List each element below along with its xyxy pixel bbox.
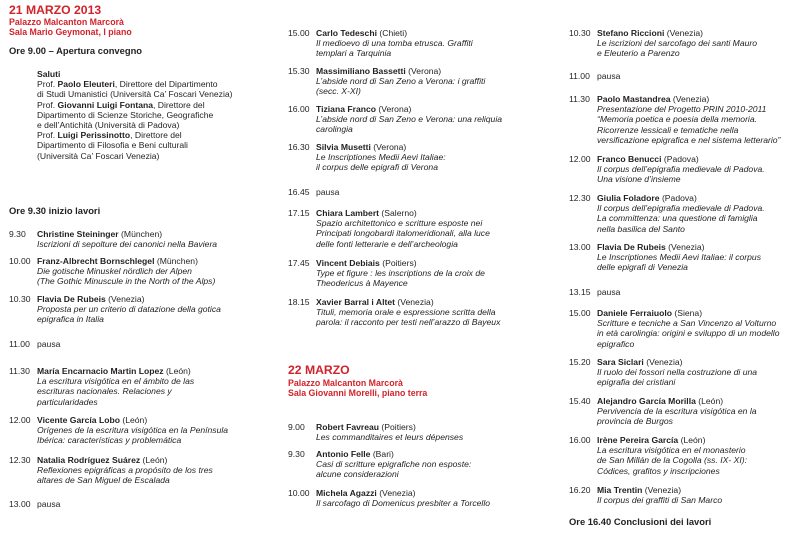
talk-title: Orígenes de la escritura visigótica en la Península xyxy=(37,425,229,436)
session-time: 13.00 xyxy=(569,242,591,252)
day-two-room: Sala Giovanni Morelli, piano terra xyxy=(288,388,428,398)
talk-title: altares de San Miguel de Escalada xyxy=(37,475,170,486)
person-role: Dipartimento di Scienze Storiche, Geografiche xyxy=(37,109,214,120)
talk-title: delle fonti letterarie e dell’archeologia xyxy=(316,238,458,249)
speaker-line xyxy=(597,28,797,38)
speaker-place: (Venezia) xyxy=(665,242,705,252)
talk-title: e Eleuterio a Parenzo xyxy=(597,48,680,59)
speaker-name: Giulia Foladore xyxy=(597,193,660,203)
day-one-venue: Palazzo Malcanton Marcorà xyxy=(9,17,124,27)
speaker-place: (Venezia) xyxy=(642,485,682,495)
talk-title: de San Millán de la Cogolla (ss. IX- XI): xyxy=(597,455,747,466)
speaker-name: Flavia De Rubeis xyxy=(597,242,666,252)
talk-title: Il corpus dell’epigrafia medievale di Padova. xyxy=(597,164,765,175)
session-time: 16.30 xyxy=(288,142,310,152)
speaker-place: (León) xyxy=(140,455,168,465)
talk-title: L’abside nord di San Zeno e Verona: una reliquia xyxy=(316,114,503,125)
talk-title: Le Inscriptiones Medii Aevi Italiae: il corpus xyxy=(597,252,761,263)
speaker-line xyxy=(597,485,797,495)
speaker-name: Stefano Riccioni xyxy=(597,28,665,38)
speaker-name: Carlo Tedeschi xyxy=(316,28,377,38)
talk-title: La escritura visigótica en el monasterio xyxy=(597,445,746,456)
talk-title: Ibérica: características y problemática xyxy=(37,435,182,446)
speaker-place: (León) xyxy=(678,435,706,445)
talk-title: Spazio architettonico e scritture esposte nei xyxy=(316,218,483,229)
session-entry xyxy=(569,357,797,388)
speaker-name: Xavier Barral i Altet xyxy=(316,297,395,307)
speaker-name: Silvia Musetti xyxy=(316,142,371,152)
session-entry xyxy=(288,422,550,442)
talk-title: Il corpus dell’epigrafia medievale di Padova. xyxy=(597,203,765,214)
person-role: , Direttore del xyxy=(153,99,205,110)
speaker-line xyxy=(316,297,550,307)
talk-title: La committenza: una questione di famiglia xyxy=(597,213,758,224)
speaker-name: Vincent Debiais xyxy=(316,258,380,268)
session-entry xyxy=(288,208,550,249)
pause-label: pausa xyxy=(316,187,340,197)
talk-title: nella basilica del Santo xyxy=(597,223,685,234)
speaker-name: Michela Agazzi xyxy=(316,488,377,498)
speaker-place: (Venezia) xyxy=(394,297,434,307)
speaker-line xyxy=(597,435,797,445)
pause-time: 16.45 xyxy=(288,187,310,197)
talk-title: Il ruolo dei fossori nella costruzione di una xyxy=(597,367,758,378)
speaker-line xyxy=(597,193,797,203)
session-time: 12.00 xyxy=(569,154,591,164)
speaker-line xyxy=(37,294,271,304)
speaker-line xyxy=(597,94,797,104)
session-entry xyxy=(288,104,550,135)
speaker-name: Massimiliano Bassetti xyxy=(316,66,406,76)
speaker-name: Sara Siclari xyxy=(597,357,644,367)
talk-title: Pervivencia de la escritura visigótica en la xyxy=(597,406,757,417)
session-time: 10.30 xyxy=(9,294,31,304)
talk-title: Tituli, memoria orale e espressione scritta della xyxy=(316,307,496,318)
speaker-place: (Verona) xyxy=(370,142,407,152)
session-time: 9.30 xyxy=(9,229,26,239)
speaker-name: Paolo Mastandrea xyxy=(597,94,671,104)
speaker-place: (München) xyxy=(154,256,198,266)
pause-label: pausa xyxy=(597,71,621,81)
start-heading: Ore 9.30 inizio lavori xyxy=(9,205,101,216)
person-role: , Direttore del xyxy=(130,130,182,141)
talk-title: “Memoria poetica e poesia della memoria. xyxy=(597,114,758,125)
talk-title: La escritura visigótica en el ámbito de las xyxy=(37,376,195,387)
talk-title: Type et figure : les inscriptions de la croix de xyxy=(316,268,485,279)
speaker-place: (Venezia) xyxy=(664,28,704,38)
session-entry xyxy=(9,366,271,407)
pause-entry xyxy=(288,187,550,197)
session-time: 10.00 xyxy=(288,488,310,498)
session-entry xyxy=(288,297,550,328)
talk-title: provincia de Burgos xyxy=(597,416,673,427)
session-time: 16.20 xyxy=(569,485,591,495)
person-prefix: Prof. xyxy=(37,79,58,90)
speaker-line xyxy=(316,449,550,459)
person-name: Luigi Perissinotto xyxy=(57,130,131,141)
talk-title: Proposta per un criterio di datazione della gotica xyxy=(37,304,221,315)
speaker-place: (León) xyxy=(119,415,148,425)
person-role: e dell’Antichità (Università di Padova) xyxy=(37,120,180,131)
pause-time: 13.15 xyxy=(569,287,591,297)
session-time: 9.30 xyxy=(288,449,305,459)
person-role: (Università Ca’ Foscari Venezia) xyxy=(37,150,160,161)
talk-title: Il corpus dei graffiti di San Marco xyxy=(597,495,723,506)
session-entry xyxy=(9,229,271,249)
session-time: 16.00 xyxy=(569,435,591,445)
speaker-name: Irène Pereira García xyxy=(597,435,679,445)
speaker-name: Franco Benucci xyxy=(597,154,662,164)
session-time: 17.45 xyxy=(288,258,310,268)
session-entry xyxy=(9,256,271,287)
speaker-place: (Verona) xyxy=(405,66,442,76)
pause-time: 13.00 xyxy=(9,499,31,509)
talk-title: delle epigrafi di Venezia xyxy=(597,262,688,273)
speaker-line xyxy=(316,208,550,218)
session-entry xyxy=(569,154,797,185)
opening-heading: Ore 9.00 – Apertura convegno xyxy=(9,45,143,56)
session-time: 11.30 xyxy=(569,94,590,104)
speaker-line xyxy=(37,229,271,239)
speaker-line xyxy=(597,396,797,406)
talk-title: Il medioevo di una tomba etrusca. Graffiti xyxy=(316,38,473,49)
pause-entry xyxy=(569,287,797,297)
talk-title: il corpus delle epigrafi di Verona xyxy=(316,162,438,173)
session-entry xyxy=(569,485,797,505)
session-entry xyxy=(288,66,550,97)
session-entry xyxy=(569,396,797,427)
talk-title: (secc. X-XI) xyxy=(316,86,361,97)
speaker-name: María Encarnacio Martin Lopez xyxy=(37,366,164,376)
speaker-line xyxy=(597,308,797,318)
speaker-line xyxy=(316,422,550,432)
speaker-place: (Chieti) xyxy=(376,28,408,38)
speaker-place: (León) xyxy=(163,366,191,376)
speaker-name: Robert Favreau xyxy=(316,422,380,432)
talk-title: Casi di scritture epigrafiche non esposte: xyxy=(316,459,472,470)
talk-title: Die gotische Minuskel nördlich der Alpen xyxy=(37,266,192,277)
speaker-name: Natalia Rodríguez Suárez xyxy=(37,455,141,465)
speaker-name: Mia Trentin xyxy=(597,485,643,495)
speaker-place: (Venezia) xyxy=(670,94,710,104)
speaker-name: Vicente García Lobo xyxy=(37,415,120,425)
talk-title: carolingia xyxy=(316,124,353,135)
greeting-person xyxy=(37,100,271,110)
pause-label: pausa xyxy=(37,339,61,349)
talk-title: Códices, grafitos y inscripciones xyxy=(597,465,720,476)
session-time: 15.30 xyxy=(288,66,310,76)
talk-title: Iscrizioni di sepolture dei canonici nella Baviera xyxy=(37,239,218,250)
session-entry xyxy=(569,193,797,234)
day-one-date: 21 MARZO 2013 xyxy=(9,3,102,17)
day-two-venue: Palazzo Malcanton Marcorà xyxy=(288,378,403,388)
speaker-place: (Venezia) xyxy=(105,294,145,304)
session-entry xyxy=(288,449,550,480)
pause-label: pausa xyxy=(597,287,621,297)
talk-title: Scritture e tecniche a San Vincenzo al Volturno xyxy=(597,318,777,329)
session-time: 12.30 xyxy=(9,455,31,465)
speaker-line xyxy=(37,455,271,465)
speaker-place: (León) xyxy=(695,396,724,406)
talk-title: Ricorrenze lessicali e tematiche nella xyxy=(597,124,739,135)
session-time: 17.15 xyxy=(288,208,310,218)
speaker-name: Franz-Albrecht Bornschlegel xyxy=(37,256,155,266)
pause-entry xyxy=(569,71,797,81)
speaker-line xyxy=(597,357,797,367)
speaker-name: Chiara Lambert xyxy=(316,208,380,218)
speaker-place: (Verona) xyxy=(376,104,412,114)
session-time: 18.15 xyxy=(288,297,310,307)
speaker-line xyxy=(316,28,550,38)
session-entry xyxy=(9,294,271,325)
talk-title: alcune considerazioni xyxy=(316,469,399,480)
speaker-name: Alejandro García Morilla xyxy=(597,396,696,406)
session-time: 9.00 xyxy=(288,422,305,432)
pause-label: pausa xyxy=(37,499,61,509)
session-entry xyxy=(288,258,550,289)
talk-title: epigrafia dei cristiani xyxy=(597,377,676,388)
session-time: 11.30 xyxy=(9,366,30,376)
session-time: 15.00 xyxy=(569,308,591,318)
session-time: 15.00 xyxy=(288,28,310,38)
talk-title: epigrafico xyxy=(597,338,635,349)
speaker-place: (Venezia) xyxy=(376,488,416,498)
session-time: 10.00 xyxy=(9,256,31,266)
speaker-name: Antonio Felle xyxy=(316,449,371,459)
pause-time: 11.00 xyxy=(569,71,590,81)
speaker-place: (Poitiers) xyxy=(379,258,417,268)
talk-title: particularidades xyxy=(37,396,98,407)
speaker-place: (Venezia) xyxy=(643,357,683,367)
session-entry xyxy=(288,142,550,173)
talk-title: Una visione d’insieme xyxy=(597,174,681,185)
pause-entry xyxy=(9,499,271,509)
session-entry xyxy=(569,308,797,349)
greetings-heading: Saluti xyxy=(37,69,61,79)
talk-title: escrituras nacionales. Relaciones y xyxy=(37,386,172,397)
person-prefix: Prof. xyxy=(37,99,58,110)
session-entry xyxy=(569,435,797,476)
talk-title: (The Gothic Minuscule in the North of the Alps) xyxy=(37,276,216,287)
talk-title: parola: il racconto per testi nell’arazzo di Bayeux xyxy=(316,317,501,328)
session-entry xyxy=(569,28,797,59)
greeting-person xyxy=(37,79,271,89)
speaker-place: (Padova) xyxy=(661,154,699,164)
greeting-person xyxy=(37,130,271,140)
day-one-room: Sala Mario Geymonat, I piano xyxy=(9,27,132,37)
person-role: Dipartimento di Filosofia e Beni culturali xyxy=(37,140,188,151)
speaker-line xyxy=(37,366,271,376)
talk-title: L’abside nord di San Zeno a Verona: i graffiti xyxy=(316,76,486,87)
speaker-name: Daniele Ferraiuolo xyxy=(597,308,672,318)
speaker-place: (Salerno) xyxy=(379,208,417,218)
speaker-line xyxy=(597,242,797,252)
talk-title: templari a Tarquinia xyxy=(316,48,392,59)
session-time: 16.00 xyxy=(288,104,310,114)
talk-title: epigrafica in Italia xyxy=(37,314,104,325)
session-entry xyxy=(569,242,797,273)
session-entry xyxy=(288,488,550,508)
speaker-place: (München) xyxy=(118,229,163,239)
person-role: , Direttore del Dipartimento xyxy=(114,79,218,90)
speaker-line xyxy=(316,142,550,152)
speaker-line xyxy=(316,488,550,498)
session-time: 12.30 xyxy=(569,193,591,203)
speaker-line xyxy=(37,415,271,425)
person-prefix: Prof. xyxy=(37,130,58,141)
person-name: Giovanni Luigi Fontana xyxy=(57,99,154,110)
speaker-line xyxy=(316,258,550,268)
talk-title: Presentazione del Progetto PRIN 2010-2011 xyxy=(597,104,767,115)
speaker-name: Flavia De Rubeis xyxy=(37,294,106,304)
talk-title: Il sarcofago di Domenicus presbiter a Torcello xyxy=(316,498,491,509)
session-time: 15.20 xyxy=(569,357,591,367)
day-two-date: 22 MARZO xyxy=(288,363,350,377)
session-entry xyxy=(288,28,550,59)
speaker-place: (Siena) xyxy=(671,308,703,318)
person-role: di Studi Umanistici (Università Ca’ Foscari Venezia) xyxy=(37,89,233,100)
session-time: 15.40 xyxy=(569,396,591,406)
talk-title: Theodericus à Mayence xyxy=(316,278,408,289)
session-time: 12.00 xyxy=(9,415,31,425)
session-entry xyxy=(9,415,271,446)
talk-title: in età carolingia: origini e sviluppo di un modello xyxy=(597,328,780,339)
talk-title: versificazione epigrafica e nel sistema letterario” xyxy=(597,134,781,145)
greetings-block xyxy=(9,69,271,161)
speaker-name: Christine Steininger xyxy=(37,229,119,239)
speaker-line xyxy=(37,256,271,266)
speaker-line xyxy=(316,104,550,114)
talk-title: Les commanditaires et leurs dépenses xyxy=(316,432,464,443)
speaker-place: (Padova) xyxy=(659,193,697,203)
talk-title: Le iscrizioni del sarcofago dei santi Mauro xyxy=(597,38,758,49)
pause-time: 11.00 xyxy=(9,339,30,349)
speaker-line xyxy=(316,66,550,76)
speaker-place: (Poitiers) xyxy=(379,422,416,432)
speaker-place: (Bari) xyxy=(370,449,394,459)
person-name: Paolo Eleuteri xyxy=(57,79,115,90)
session-entry xyxy=(569,94,797,145)
talk-title: Reflexiones epigráficas a propósito de los tres xyxy=(37,465,213,476)
session-entry xyxy=(9,455,271,486)
speaker-name: Tiziana Franco xyxy=(316,104,377,114)
talk-title: Le Inscriptiones Medii Aevi Italiae: xyxy=(316,152,446,163)
pause-entry xyxy=(9,339,271,349)
talk-title: Principati longobardi italomeridionali, alla luce xyxy=(316,228,490,239)
session-time: 10.30 xyxy=(569,28,591,38)
speaker-line xyxy=(597,154,797,164)
closing-heading: Ore 16.40 Conclusioni dei lavori xyxy=(569,516,712,527)
